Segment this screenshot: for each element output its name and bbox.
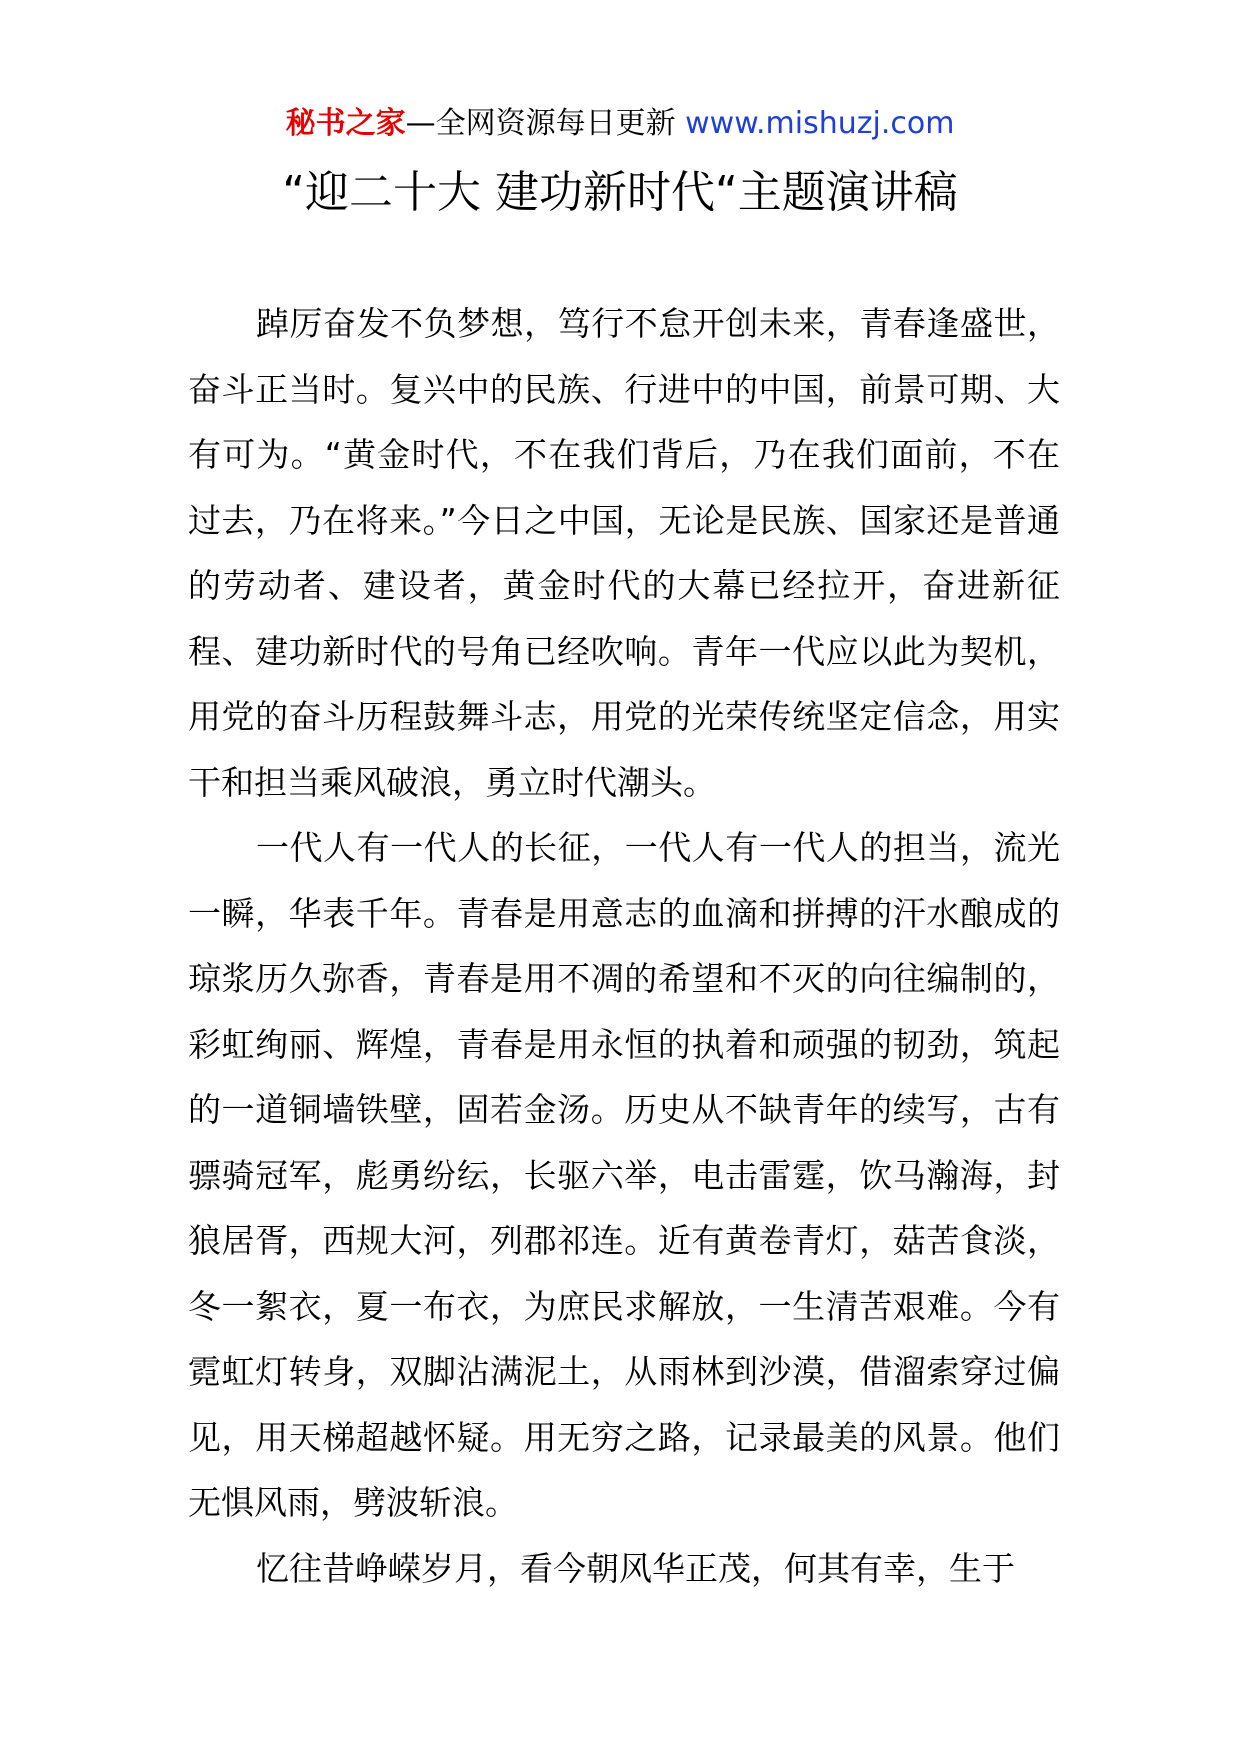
site-url-link[interactable]: www.mishuzj.com xyxy=(685,106,955,141)
site-tagline: —全网资源每日更新 xyxy=(405,106,686,141)
paragraph-2: 一代人有一代人的长征，一代人有一代人的担当，流光一瞬，华表千年。青春是用意志的血滴和拼搏的汗水酿成的琼浆历久弥香，青春是用不凋的希望和不灭的向往编制的，彩虹绚丽、辉煌，青春是用永恒的执着和顽强的韧劲，筑起的一道铜墙铁壁，固若金汤。历史从不缺青年的续写，古有骠骑冠军，彪勇纷纭，长驱六举，电击雷霆，饮马瀚海，封狼居胥，西规大河，列郡祁连。近有黄卷青灯，菇苦食淡，冬一絮衣，夏一布衣，为庶民求解放，一生清苦艰难。今有霓虹灯转身，双脚沾满泥土，从雨林到沙漠，借溜索穿过偏见，用天梯超越怀疑。用无穷之路，记录最美的风景。他们无惧风雨，劈波斩浪。 xyxy=(188,828,1060,1522)
paragraph-1: 踔厉奋发不负梦想，笃行不怠开创未来，青春逢盛世，奋斗正当时。复兴中的民族、行进中的中国，前景可期、大有可为。“黄金时代，不在我们背后，乃在我们面前，不在过去，乃在将来。”今日之中国，无论是民族、国家还是普通的劳动者、建设者，黄金时代的大幕已经拉开，奋进新征程、建功新时代的号角已经吹响。青年一代应以此为契机，用党的奋斗历程鼓舞斗志，用党的光荣传统坚定信念，用实干和担当乘风破浪，勇立时代潮头。 xyxy=(188,304,1060,802)
paragraph-3: 忆往昔峥嵘岁月，看今朝风华正茂，何其有幸，生于 xyxy=(256,1548,1015,1588)
site-header xyxy=(0,104,1240,144)
document-title: “迎二十大 建功新时代“主题演讲稿 xyxy=(282,167,958,218)
document-body xyxy=(188,291,1060,1601)
site-brand: 秘书之家 xyxy=(285,106,406,141)
